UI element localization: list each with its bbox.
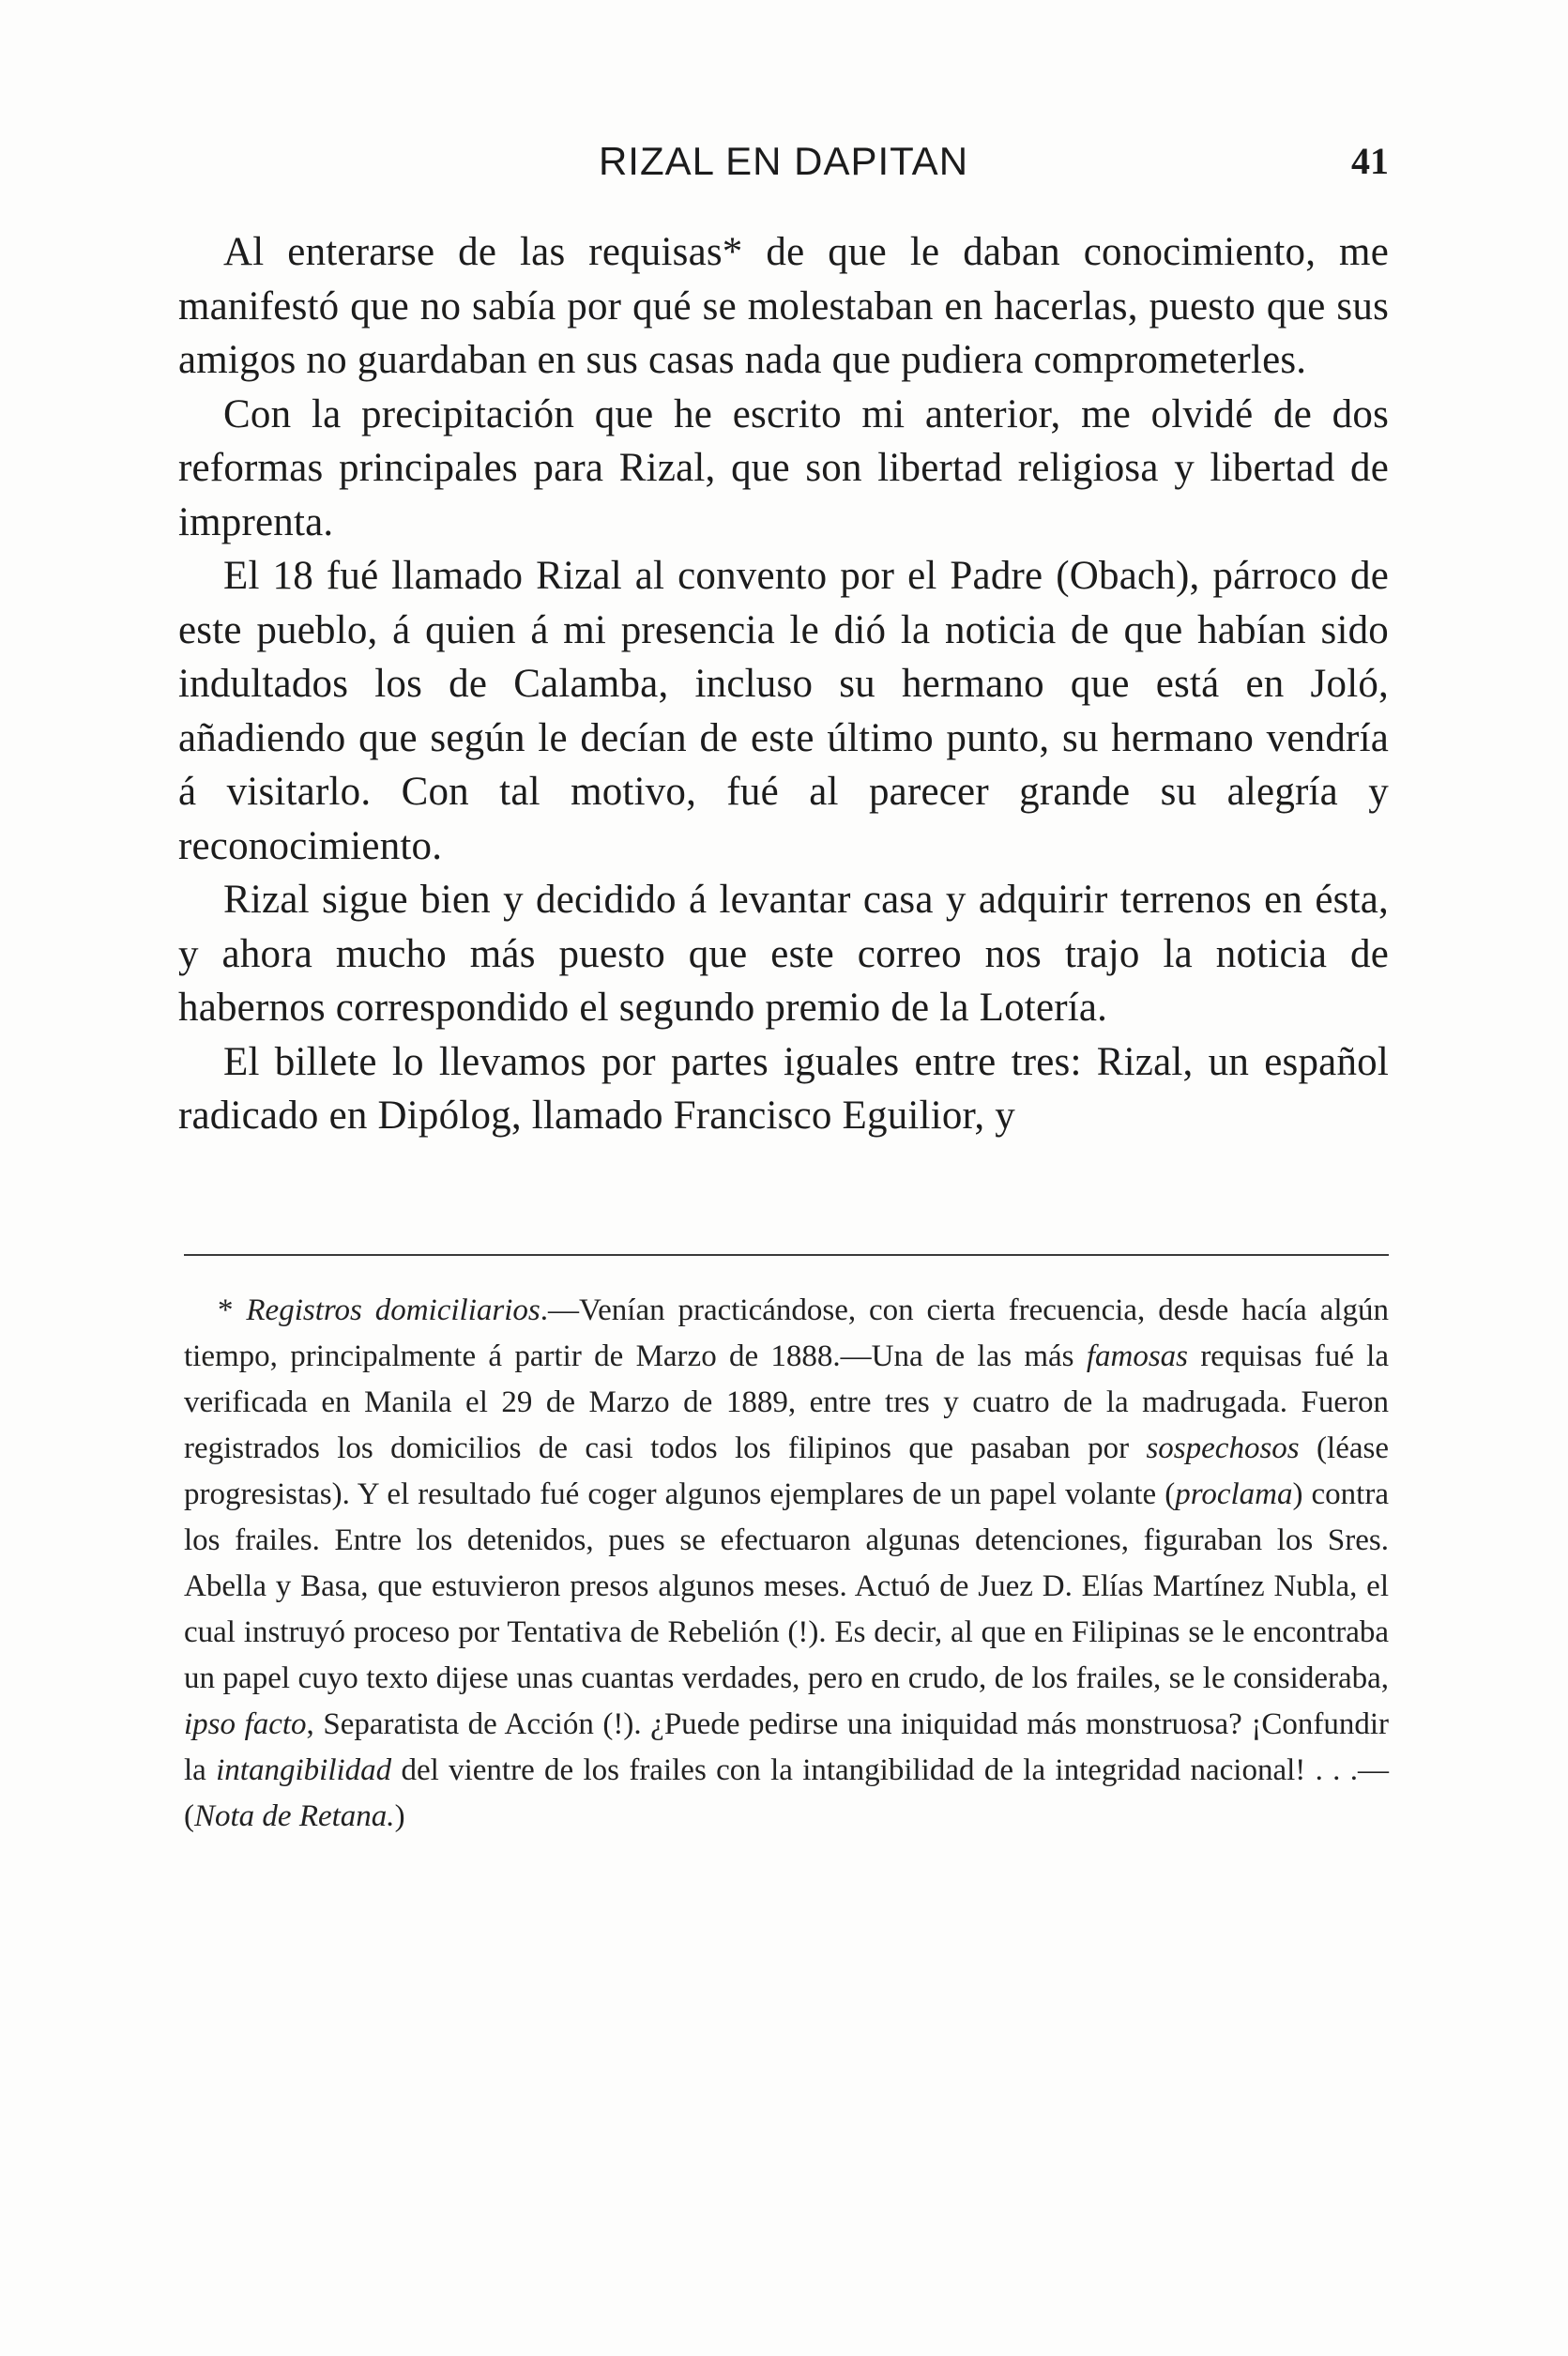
footnote-emphasis: intangibilidad [216,1753,392,1787]
running-title: RIZAL EN DAPITAN [598,139,969,183]
paragraph-convento: El 18 fué llamado Rizal al convento por el Padre (Obach), párroco de este pueblo, á quien á mi presencia le dió la noticia de que habían sido indultados los de Calamba, incluso su hermano que está en Joló, añadiendo que según le decían de este último punto, su hermano vendría á visitarlo. Con tal motivo, fué al parecer grande su alegría y reconocimiento. [178,554,1389,868]
footnote-marker: * [218,1293,247,1327]
body-text [178,225,1389,1143]
footnote-emphasis: sospechosos [1146,1431,1300,1465]
footnote-term: Registros domiciliarios [246,1293,540,1327]
footnote-divider [184,1254,1389,1256]
paragraph-requisas: Al enterarse de las requisas* de que le daban conocimiento, me manifestó que no sabía por qué se molestaban en hacerlas, puesto que sus amigos no guardaban en sus casas nada que pudiera comprometerles. [178,230,1389,382]
footnote-emphasis: proclama [1175,1477,1293,1511]
running-head [178,133,1389,190]
footnote [184,1288,1389,1840]
footnote-emphasis: ipso facto [184,1707,307,1741]
footnote-text: ) [394,1799,405,1833]
footnote-text: del vientre de los frailes con la intangibilidad de la integridad nacional! . . .— [391,1753,1389,1787]
footnote-text: , Separatista de Acción (!). ¿Puede pedirse una iniquidad más monstruosa? ¡Confundir la [184,1707,1389,1787]
footnote-text: requisas fué la verificada en Manila el 29 de Marzo de 1889, entre tres y cuatro de la madrugada. Fueron registrados los domicilios de casi todos los filipinos que pasaban por [184,1339,1389,1465]
page-number: 41 [1351,140,1389,182]
paragraph-billete: El billete lo llevamos por partes iguales entre tres: Rizal, un español radicado en Dipólog, llamado Francisco Eguilior, y [178,1039,1389,1138]
footnote-text: .—Venían practicándose, con cierta frecuencia, desde hacía algún tiempo, principalmente á partir de Marzo de 1888.—Una de las más [184,1293,1390,1373]
footnote-text: ) contra los frailes. Entre los detenidos, pues se efectuaron algunas detenciones, figuraban los Sres. Abella y Basa, que estuvieron presos algunos meses. Actuó de Juez D. Elías Martínez Nubla, el cual instruyó proceso por Tentativa de Rebelión (!). Es decir, al que en Filipinas se le encontraba un papel cuyo texto dijese unas cuantas verdades, pero en crudo, de los frailes, se le consideraba, [184,1477,1389,1695]
footnote-text: ( [184,1799,194,1833]
footnote-text: (léase progresistas). Y el resultado fué coger algunos ejemplares de un papel volante ( [184,1431,1389,1511]
paragraph-reformas: Con la precipitación que he escrito mi anterior, me olvidé de dos reformas principales para Rizal, que son libertad religiosa y libertad de imprenta. [178,391,1389,544]
footnote-attribution: Nota de Retana. [194,1799,395,1833]
paragraph-loteria: Rizal sigue bien y decidido á levantar casa y adquirir terrenos en ésta, y ahora mucho más puesto que este correo nos trajo la noticia de habernos correspondido el segundo premio de la Lotería. [178,878,1389,1030]
footnote-emphasis: famosas [1086,1339,1189,1373]
